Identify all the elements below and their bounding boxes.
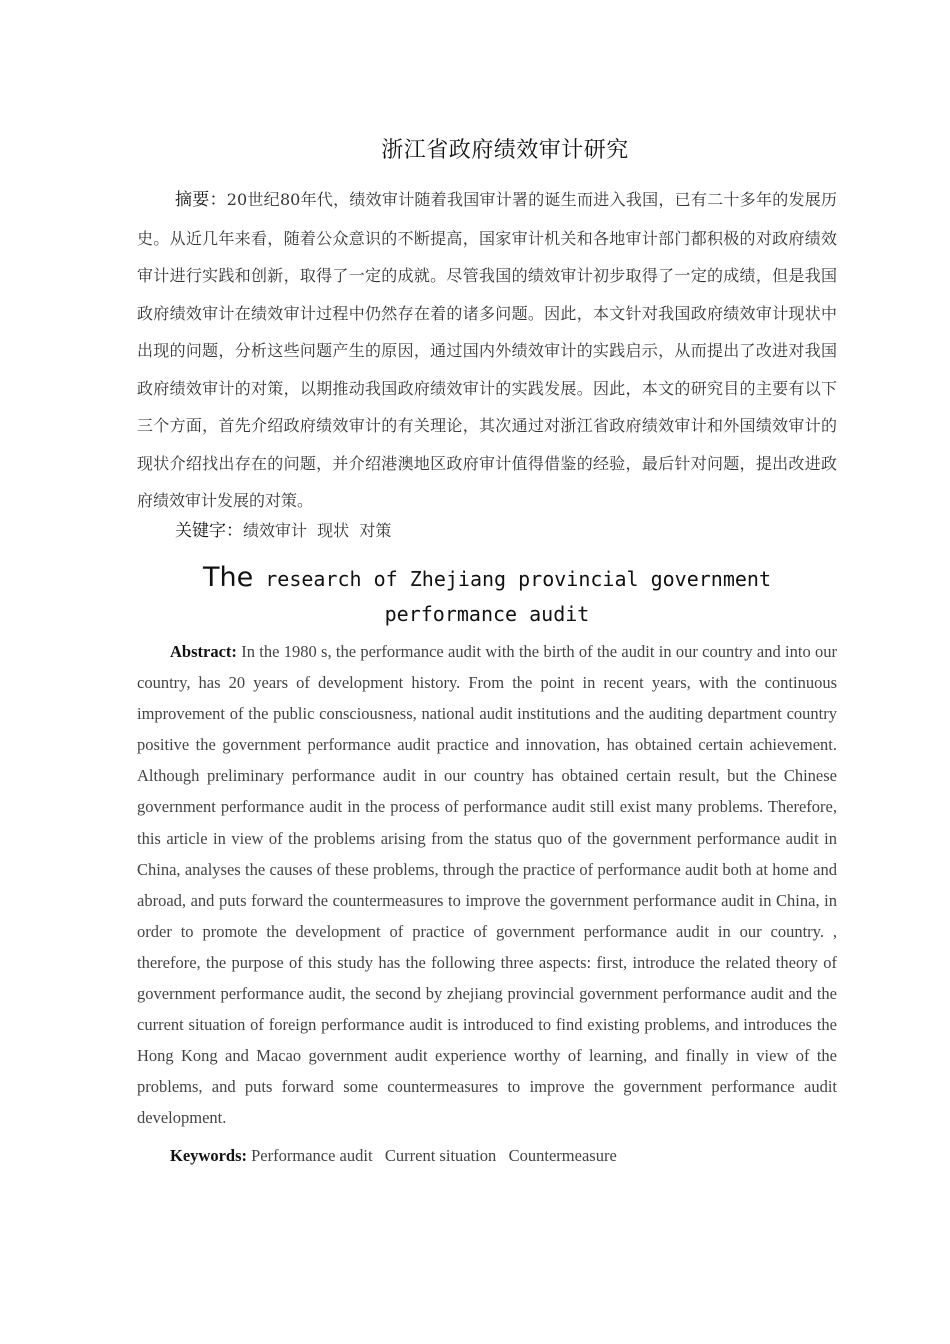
english-abstract: [137, 636, 837, 1134]
chinese-keywords-label: 关键字：: [175, 521, 243, 541]
chinese-keywords-text: 绩效审计 现状 对策: [243, 521, 392, 540]
chinese-abstract-text: 20世纪80年代，绩效审计随着我国审计署的诞生而进入我国，已有二十多年的发展历史。从近几年来看，随着公众意识的不断提高，国家审计机关和各地审计部门都积极的对政府绩效审计进行实践和创新，取得了一定的成就。尽管我国的绩效审计初步取得了一定的成绩，但是我国政府绩效审计在绩效审计过程中仍然存在着的诸多问题。因此，本文针对我国政府绩效审计现状中出现的问题，分析这些问题产生的原因，通过国内外绩效审计的实践启示，从而提出了改进对我国政府绩效审计的对策，以期推动我国政府绩效审计的实践发展。因此，本文的研究目的主要有以下三个方面，首先介绍政府绩效审计的有关理论，其次通过对浙江省政府绩效审计和外国绩效审计的现状介绍找出存在的问题，并介绍港澳地区政府审计值得借鉴的经验，最后针对问题，提出改进政府绩效审计发展的对策。: [137, 190, 837, 510]
english-keywords-label: Keywords:: [170, 1146, 247, 1165]
chinese-abstract-label: 摘要：: [175, 190, 227, 210]
english-keywords-text: Performance audit Current situation Countermeasure: [247, 1146, 617, 1165]
chinese-keywords: [175, 516, 391, 541]
english-abstract-text: In the 1980 s, the performance audit with the birth of the audit in our country and into our country, has 20 years of development history. From the point in recent years, with the continuous improvement of the public consciousness, national audit institutions and the auditing department country positive the government performance audit practice and innovation, has obtained certain achievement. Although preliminary performance audit in our country has obtained certain result, but the Chinese government performance audit in the process of performance audit still exist many problems. Therefore, this article in view of the problems arising from the status quo of the government performance audit in China, analyses the causes of these problems, through the practice of performance audit both at home and abroad, and puts forward the countermeasures to improve the government performance audit in China, in order to promote the development of practice of government performance audit in our country. , therefore, the purpose of this study has the following three aspects: first, introduce the related theory of government performance audit, the second by zhejiang provincial government performance audit and the current situation of foreign performance audit is introduced to find existing problems, and introduces the Hong Kong and Macao government audit experience worthy of learning, and finally in view of the problems, and puts forward some countermeasures to improve the government performance audit development.: [137, 642, 837, 1128]
english-abstract-label: Abstract:: [170, 642, 237, 661]
chinese-title: 浙江省政府绩效审计研究: [381, 138, 629, 163]
english-title-rest: research of Zhejiang provincial government performance audit: [253, 567, 771, 626]
chinese-abstract: [137, 181, 837, 520]
english-keywords: [170, 1146, 617, 1166]
english-title-first-word: The: [203, 562, 254, 593]
english-title: [137, 560, 837, 632]
